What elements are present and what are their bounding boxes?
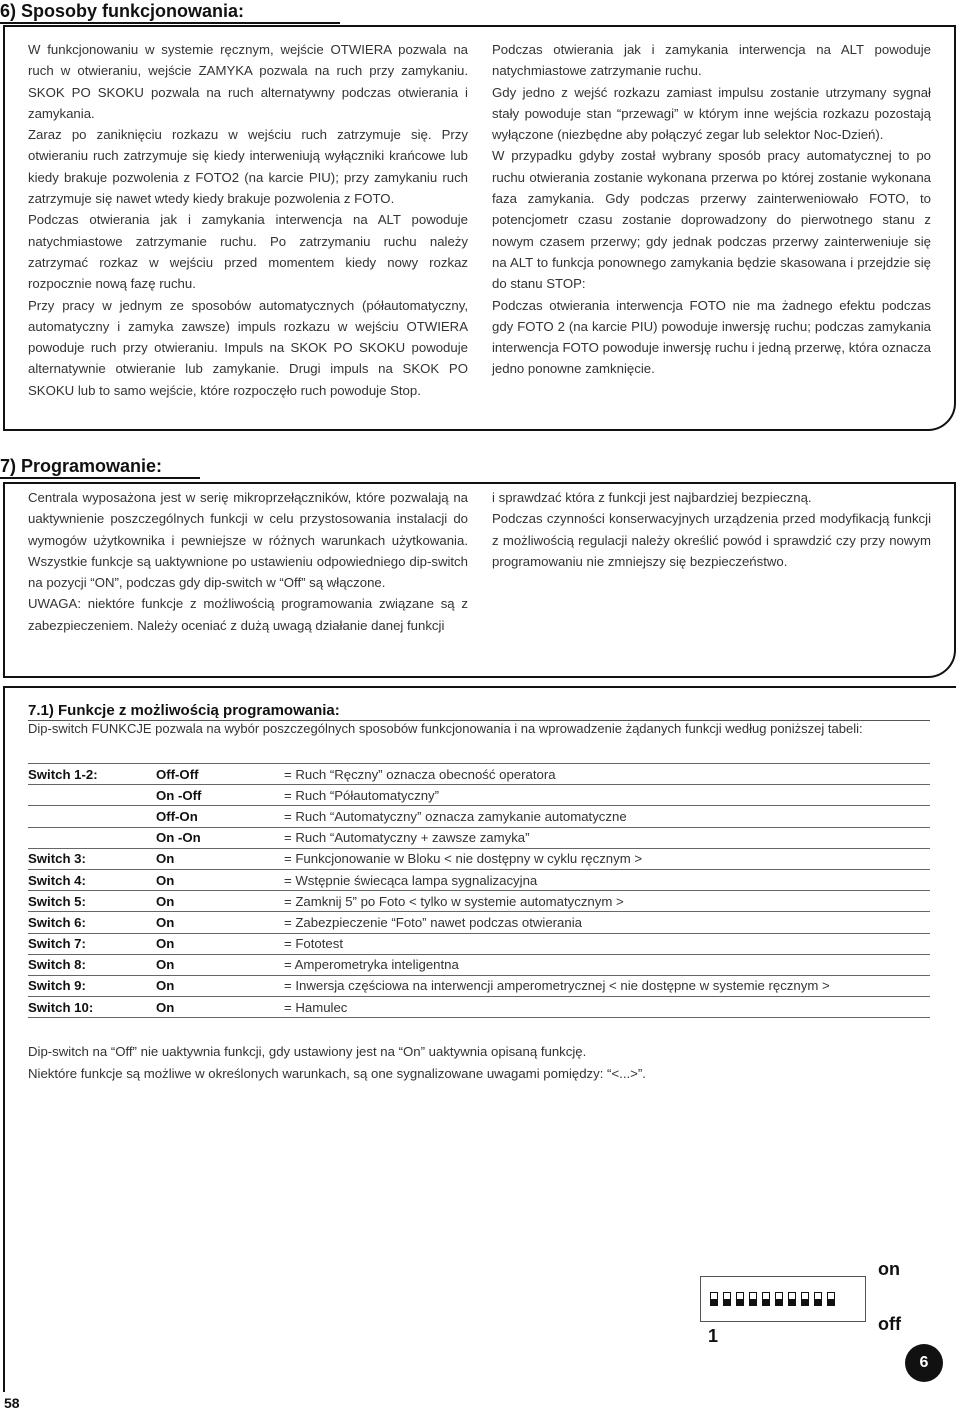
dip-switch-knob [776,1299,782,1305]
paragraph: W przypadku gdyby został wybrany sposób pracy automatycznej to po ruchu otwierania zostanie wykonana przerwa po której zostanie wykonana faza zamykania. Gdy podczas przerwy zainterweniowało FOTO, to potencjometr czasu zostanie doprowadzony do pierwotnego stanu z nowym czasem przerwy; gdy jednak podczas przerwy zainterweniuje się na ALT to funkcja ponownego zamykania będzie skasowana i przejdzie się do stanu STOP: [492,148,931,292]
table-row [28,954,930,975]
table-row [28,933,930,954]
switch-name-cell: Switch 6: [28,912,156,933]
table-row [28,806,930,827]
switch-description-cell: = Funkcjonowanie w Bloku < nie dostępny w cyklu ręcznym > [284,848,930,869]
dip-switch-knob [802,1299,808,1305]
switch-state-cell: On [156,912,284,933]
switch-description-cell: = Ruch “Automatyczny + zawsze zamyka” [284,827,930,848]
table-row [28,997,930,1018]
dip-switch [710,1292,718,1306]
section-7-left-column [28,487,468,636]
dip-switch [762,1292,770,1306]
section-7-1-intro: Dip-switch FUNKCJE pozwala na wybór poszczególnych sposobów funkcjonowania i na wprowadzenie żądanych funkcji według poniższej tabeli: [28,721,863,736]
table-row [28,975,930,996]
paragraph: Podczas otwierania interwencja FOTO nie ma żadnego efektu podczas gdy FOTO 2 (na karcie PIU) powoduje inwersję ruchu; podczas zamykania interwencja FOTO powoduje inwersję ruchu i jedną przerwę, która oznacza jedno ponowne zamknięcie. [492,297,931,377]
switch-name-cell: Switch 1-2: [28,764,156,785]
dip-switch [788,1292,796,1306]
section-7-right-column [492,487,931,572]
switch-name-cell: Switch 8: [28,954,156,975]
heading-underline [0,477,200,479]
switch-state-cell: Off-On [156,806,284,827]
switch-description-cell: = Hamulec [284,997,930,1018]
dip-on-label: on [878,1259,900,1279]
section-6-heading [0,1,340,22]
paragraph: Podczas czynności konserwacyjnych urządzenia przed modyfikacją funkcji z możliwością regulacji należy określić powód i sprawdzić czy przy nowym programowaniu nie zmniejszy się bezpieczeństwo. [492,511,931,569]
switch-state-cell: On -On [156,827,284,848]
section-6-left-column [28,39,468,401]
switch-name-cell: Switch 9: [28,975,156,996]
paragraph: i sprawdzać która z funkcji jest najbardziej bezpieczną. [492,490,812,505]
paragraph: Podczas otwierania jak i zamykania interwencja na ALT powoduje natychmiastowe zatrzymanie ruchu. Po zatrzymaniu ruchu należy zatrzymać rozkaz w wejściu przed momentem kiedy nowy rozkaz rozpocznie nową fazę ruchu. [28,212,468,292]
switch-description-cell: = Fototest [284,933,930,954]
dip-switch-row [710,1292,835,1306]
dip-switch [723,1292,731,1306]
dip-switch-knob [828,1299,834,1305]
table-row [28,891,930,912]
switch-state-cell: On [156,933,284,954]
switch-state-cell: On [156,869,284,890]
dip-switch [736,1292,744,1306]
section-7-1-notes [28,1041,646,1084]
paragraph: Centrala wyposażona jest w serię mikroprzełączników, które pozwalają na uaktywnienie poszczególnych funkcji w celu przystosowania instalacji do wymogów użytkownika i pewniejsze w różnych warunkach użytkowania. Wszystkie funkcje są uaktywnione po ustawieniu odpowiedniego dip-switch na pozycji “ON”, podczas gdy dip-switch w “Off” są włączone. [28,490,468,591]
switch-name-cell: Switch 5: [28,891,156,912]
section-7-heading [0,456,200,477]
section-6-right-column [492,39,931,380]
page-number: 58 [4,1395,20,1411]
switch-description-cell: = Ruch “Ręczny” oznacza obecność operatora [284,764,930,785]
switch-description-cell: = Zamknij 5” po Foto < tylko w systemie automatycznym > [284,891,930,912]
switch-name-cell [28,806,156,827]
table-row [28,764,930,785]
paragraph: W funkcjonowaniu w systemie ręcznym, wejście OTWIERA pozwala na ruch w otwieraniu, wejście ZAMYKA pozwala na ruch przy zamykaniu. SKOK PO SKOKU pozwala na ruch alternatywny podczas otwierania i zamykania. [28,42,468,121]
switch-state-cell: On [156,975,284,996]
heading-underline [0,22,340,24]
switch-description-cell: = Inwersja częściowa na interwencji amperometrycznej < nie dostępne w systemie ręcznym > [284,975,930,996]
switch-name-cell: Switch 4: [28,869,156,890]
dip-switch-knob [711,1299,717,1305]
chapter-badge: 6 [905,1344,943,1382]
switch-table [28,763,930,1018]
switch-state-cell: On [156,891,284,912]
dip-switch-knob [737,1299,743,1305]
table-row [28,785,930,806]
switch-description-cell: = Zabezpieczenie “Foto” nawet podczas otwierania [284,912,930,933]
dip-switch-knob [815,1299,821,1305]
paragraph: Zaraz po zaniknięciu rozkazu w wejściu ruch zatrzymuje się. Przy otwieraniu ruch zatrzymuje się kiedy interweniują wyłączniki krańcowe lub kiedy brakuje pozwolenia z FOTO2 (na karcie PIU); przy zamykaniu ruch zatrzymuje się nawet wtedy kiedy brakuje pozwolenia z FOTO. [28,127,468,207]
dip-off-label: off [878,1314,901,1334]
dip-switch [775,1292,783,1306]
dip-switch-knob [763,1299,769,1305]
dip-switch [814,1292,822,1306]
section-7-title: 7) Programowanie: [0,456,163,476]
switch-description-cell: = Wstępnie świecąca lampa sygnalizacyjna [284,869,930,890]
switch-name-cell: Switch 7: [28,933,156,954]
switch-name-cell [28,785,156,806]
switch-description-cell: = Ruch “Półautomatyczny” [284,785,930,806]
section-7-1-title: 7.1) Funkcje z możliwością programowania: [28,702,340,719]
paragraph: UWAGA: niektóre funkcje z możliwością programowania związane są z zabezpieczeniem. Należy oceniać z dużą uwagą działanie danej funkcji [28,596,468,633]
paragraph: Przy pracy w jednym ze sposobów automatycznych (półautomatyczny, automatyczny i zamyka zawsze) impuls rozkazu w wejściu OTWIERA powoduje ruch przy otwieraniu. Impuls na SKOK PO SKOKU powoduje alternatywnie otwieranie lub zamykanie. Drugi impuls na SKOK PO SKOKU lub to samo wejście, które rozpoczęło ruch powoduje Stop. [28,297,468,398]
switch-description-cell: = Ruch “Automatyczny” oznacza zamykanie automatyczne [284,806,930,827]
table-row [28,869,930,890]
paragraph: Gdy jedno z wejść rozkazu zamiast impulsu zostanie utrzymany sygnał stały powoduje stan “przewagi” w którym inne wejścia rozkazu pozostają wyłączone (niezbędne aby połączyć zegar lub selektor Noc-Dzień). [492,84,931,143]
dip-switch [749,1292,757,1306]
switch-description-cell: = Amperometryka inteligentna [284,954,930,975]
dip-first-label: 1 [708,1326,719,1346]
dip-switch-knob [724,1299,730,1305]
switch-state-cell: On [156,954,284,975]
dip-switch-knob [789,1299,795,1305]
table-row [28,912,930,933]
paragraph: Podczas otwierania jak i zamykania interwencja na ALT powoduje natychmiastowe zatrzymanie ruchu. [492,42,931,79]
dip-switch-knob [750,1299,756,1305]
dip-switch [827,1292,835,1306]
section-6-title: 6) Sposoby funkcjonowania: [0,1,245,21]
switch-name-cell: Switch 10: [28,997,156,1018]
switch-name-cell [28,827,156,848]
table-row [28,848,930,869]
switch-name-cell: Switch 3: [28,848,156,869]
dip-switch [801,1292,809,1306]
note: Dip-switch na “Off” nie uaktywnia funkcji, gdy ustawiony jest na “On” uaktywnia opisaną funkcję. [28,1044,587,1059]
switch-state-cell: On -Off [156,785,284,806]
table-row [28,827,930,848]
switch-state-cell: On [156,997,284,1018]
switch-state-cell: Off-Off [156,764,284,785]
switch-state-cell: On [156,848,284,869]
note: Niektóre funkcje są możliwe w określonych warunkach, są one sygnalizowane uwagami pomiędzy: “<...>”. [28,1065,646,1081]
